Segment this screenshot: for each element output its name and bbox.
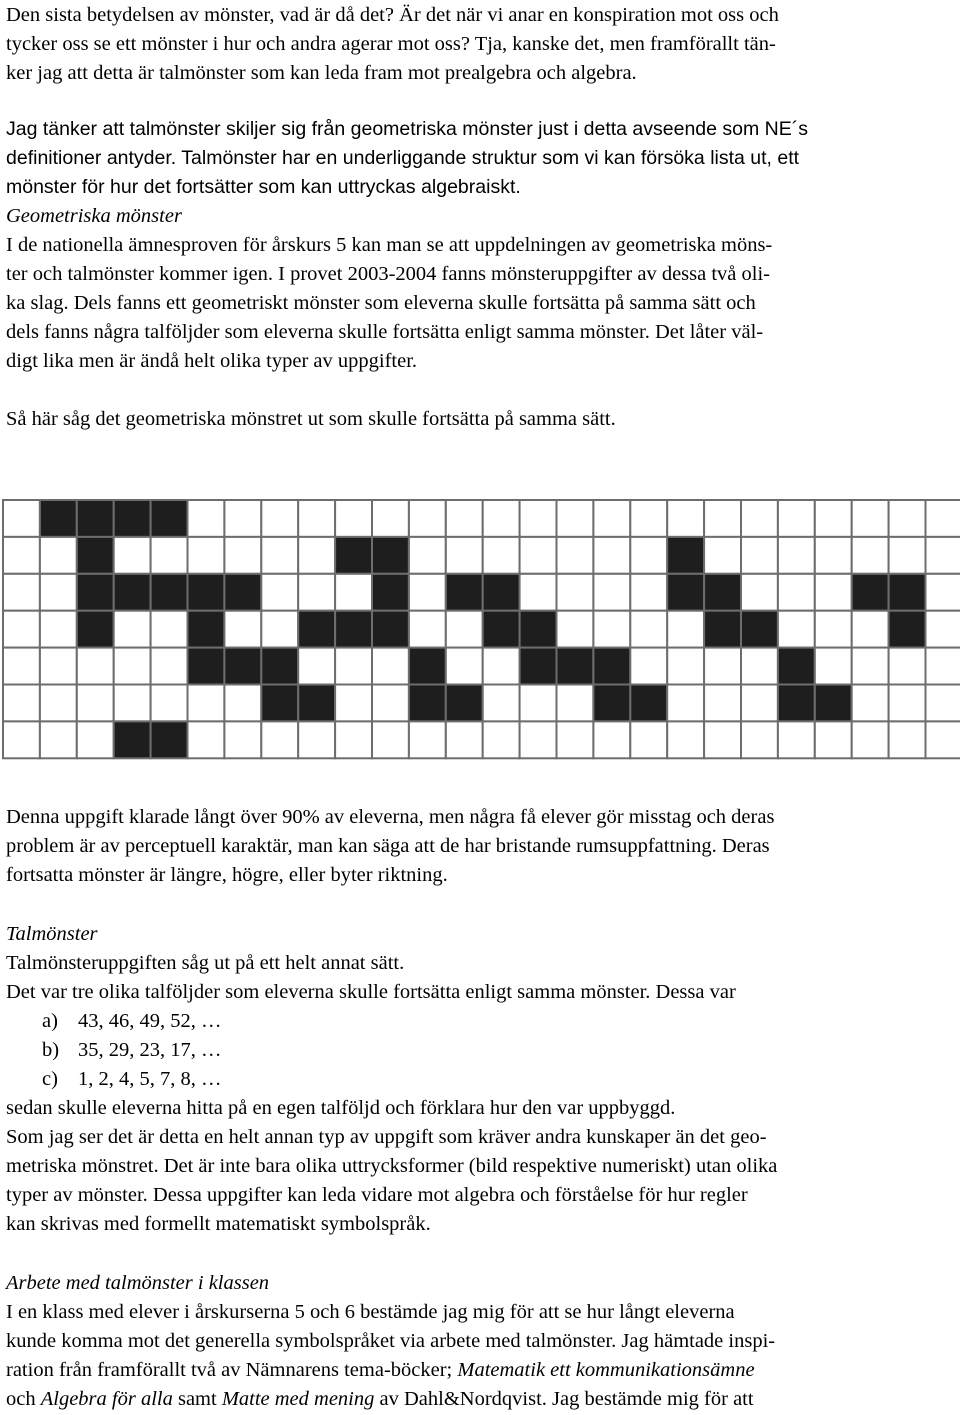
empty-cell xyxy=(40,574,77,611)
empty-cell xyxy=(593,537,630,574)
empty-cell xyxy=(3,611,40,648)
empty-cell xyxy=(704,537,741,574)
empty-cell xyxy=(335,648,372,685)
text-line: kan skrivas med formellt matematiskt symbolspråk. xyxy=(6,1213,431,1235)
empty-cell xyxy=(298,721,335,758)
empty-cell xyxy=(446,537,483,574)
filled-cell xyxy=(889,574,926,611)
paragraph-meaning-of-patterns xyxy=(6,1,954,88)
empty-cell xyxy=(630,537,667,574)
empty-cell xyxy=(77,721,114,758)
empty-cell xyxy=(889,500,926,537)
text-line: ter och talmönster kommer igen. I provet 2003-2004 fanns mönsteruppgifter av dessa två oli- xyxy=(6,263,770,285)
empty-cell xyxy=(3,537,40,574)
empty-cell xyxy=(40,648,77,685)
filled-cell xyxy=(704,574,741,611)
filled-cell xyxy=(704,611,741,648)
empty-cell xyxy=(372,721,409,758)
empty-cell xyxy=(261,574,298,611)
list-label: b) xyxy=(42,1039,60,1061)
text-line: sedan skulle eleverna hitta på en egen talföljd och förklara hur den var uppbyggd. xyxy=(6,1097,676,1119)
text-line: typer av mönster. Dessa uppgifter kan leda vidare mot algebra och förståelse för hur regler xyxy=(6,1184,748,1206)
empty-cell xyxy=(114,648,151,685)
empty-cell xyxy=(372,500,409,537)
empty-cell xyxy=(741,537,778,574)
empty-cell xyxy=(483,685,520,722)
empty-cell xyxy=(224,537,261,574)
empty-cell xyxy=(889,721,926,758)
empty-cell xyxy=(704,685,741,722)
empty-cell xyxy=(520,685,557,722)
empty-cell xyxy=(852,648,889,685)
empty-cell xyxy=(224,500,261,537)
empty-cell xyxy=(630,648,667,685)
empty-cell xyxy=(593,574,630,611)
empty-cell xyxy=(224,721,261,758)
section-heading-geometric: Geometriska mönster xyxy=(6,205,182,227)
filled-cell xyxy=(298,611,335,648)
filled-cell xyxy=(77,537,114,574)
empty-cell xyxy=(372,648,409,685)
empty-cell xyxy=(188,721,225,758)
section-geometric-patterns xyxy=(6,202,954,376)
text-line: dels fanns några talföljder som eleverna skulle fortsätta enligt samma mönster. Det låter väl- xyxy=(6,321,764,343)
empty-cell xyxy=(557,685,594,722)
empty-cell xyxy=(704,500,741,537)
empty-cell xyxy=(889,648,926,685)
empty-cell xyxy=(483,721,520,758)
empty-cell xyxy=(704,648,741,685)
text-line xyxy=(6,1356,954,1385)
empty-cell xyxy=(151,685,188,722)
geometric-pattern-grid-image xyxy=(0,492,960,772)
empty-cell xyxy=(593,611,630,648)
empty-cell xyxy=(409,721,446,758)
section-number-patterns xyxy=(6,920,954,1239)
empty-cell xyxy=(852,611,889,648)
filled-cell xyxy=(188,611,225,648)
empty-cell xyxy=(151,537,188,574)
empty-cell xyxy=(446,500,483,537)
filled-cell xyxy=(335,537,372,574)
filled-cell xyxy=(815,685,852,722)
empty-cell xyxy=(778,500,815,537)
filled-cell xyxy=(446,574,483,611)
empty-cell xyxy=(409,574,446,611)
book-title: Matematik ett kommunikationsämne xyxy=(457,1359,755,1381)
empty-cell xyxy=(889,537,926,574)
empty-cell xyxy=(335,574,372,611)
empty-cell xyxy=(261,500,298,537)
empty-cell xyxy=(926,537,960,574)
empty-cell xyxy=(926,500,960,537)
text-line: Det var tre olika talföljder som eleverna skulle fortsätta enligt samma mönster. Dessa var xyxy=(6,981,736,1003)
empty-cell xyxy=(520,537,557,574)
empty-cell xyxy=(557,500,594,537)
empty-cell xyxy=(593,721,630,758)
empty-cell xyxy=(926,648,960,685)
text-line: ker jag att detta är talmönster som kan leda fram mot prealgebra och algebra. xyxy=(6,62,637,84)
sequence-item-a xyxy=(6,1007,954,1036)
empty-cell xyxy=(778,574,815,611)
filled-cell xyxy=(741,611,778,648)
sequence-text: 1, 2, 4, 5, 7, 8, … xyxy=(78,1068,222,1090)
empty-cell xyxy=(261,721,298,758)
filled-cell xyxy=(77,500,114,537)
text-fragment: ration från framförallt två av Nämnarens tema-böcker; xyxy=(6,1359,458,1381)
text-line: tycker oss se ett mönster i hur och andra agerar mot oss? Tja, kanske det, men framförallt tän- xyxy=(6,33,776,55)
text-line: problem är av perceptuell karaktär, man kan säga att de har bristande rumsuppfattning. Deras xyxy=(6,835,770,857)
empty-cell xyxy=(889,685,926,722)
filled-cell xyxy=(667,537,704,574)
filled-cell xyxy=(224,574,261,611)
empty-cell xyxy=(557,537,594,574)
empty-cell xyxy=(630,611,667,648)
section-class-work xyxy=(6,1269,954,1414)
empty-cell xyxy=(741,648,778,685)
empty-cell xyxy=(151,611,188,648)
empty-cell xyxy=(520,574,557,611)
filled-cell xyxy=(114,721,151,758)
empty-cell xyxy=(188,537,225,574)
filled-cell xyxy=(520,611,557,648)
empty-cell xyxy=(3,721,40,758)
filled-cell xyxy=(188,574,225,611)
empty-cell xyxy=(3,574,40,611)
sequence-item-c xyxy=(6,1065,954,1094)
empty-cell xyxy=(852,537,889,574)
filled-cell xyxy=(409,685,446,722)
empty-cell xyxy=(3,648,40,685)
empty-cell xyxy=(372,685,409,722)
text-line: fortsatta mönster är längre, högre, eller byter riktning. xyxy=(6,864,448,886)
filled-cell xyxy=(77,574,114,611)
filled-cell xyxy=(778,648,815,685)
text-line: Jag tänker att talmönster skiljer sig från geometriska mönster just i detta avseende som NE´s xyxy=(6,118,809,140)
filled-cell xyxy=(335,611,372,648)
text-line: ka slag. Dels fanns ett geometriskt mönster som eleverna skulle fortsätta på samma sätt och xyxy=(6,292,756,314)
empty-cell xyxy=(667,721,704,758)
text-fragment: av Dahl&Nordqvist. Jag bestämde mig för att xyxy=(374,1388,754,1410)
text-line xyxy=(6,1385,954,1414)
sequence-text: 35, 29, 23, 17, … xyxy=(78,1039,222,1061)
filled-cell xyxy=(409,648,446,685)
filled-cell xyxy=(114,574,151,611)
empty-cell xyxy=(77,648,114,685)
empty-cell xyxy=(483,537,520,574)
filled-cell xyxy=(889,611,926,648)
text-line xyxy=(6,144,954,173)
text-line: digt lika men är ändå helt olika typer av uppgifter. xyxy=(6,350,418,372)
sequence-text: 43, 46, 49, 52, … xyxy=(78,1010,222,1032)
empty-cell xyxy=(224,685,261,722)
empty-cell xyxy=(557,611,594,648)
list-label: c) xyxy=(42,1068,58,1090)
empty-cell xyxy=(114,685,151,722)
paragraph-results xyxy=(6,803,954,890)
empty-cell xyxy=(446,611,483,648)
empty-cell xyxy=(667,685,704,722)
empty-cell xyxy=(926,574,960,611)
text-line: Talmönsteruppgiften såg ut på ett helt annat sätt. xyxy=(6,952,405,974)
text-line: Denna uppgift klarade långt över 90% av eleverna, men några få elever gör misstag och deras xyxy=(6,806,775,828)
empty-cell xyxy=(446,648,483,685)
empty-cell xyxy=(704,721,741,758)
geometric-pattern-intro xyxy=(6,405,954,434)
filled-cell xyxy=(483,574,520,611)
empty-cell xyxy=(852,685,889,722)
sequence-item-b xyxy=(6,1036,954,1065)
empty-cell xyxy=(815,611,852,648)
filled-cell xyxy=(852,574,889,611)
filled-cell xyxy=(151,721,188,758)
section-heading-class-work: Arbete med talmönster i klassen xyxy=(6,1272,270,1294)
empty-cell xyxy=(335,685,372,722)
empty-cell xyxy=(188,500,225,537)
filled-cell xyxy=(778,685,815,722)
pattern-grid xyxy=(0,492,960,772)
empty-cell xyxy=(446,721,483,758)
empty-cell xyxy=(630,574,667,611)
empty-cell xyxy=(298,574,335,611)
empty-cell xyxy=(815,537,852,574)
empty-cell xyxy=(77,685,114,722)
filled-cell xyxy=(557,648,594,685)
text-line: Som jag ser det är detta en helt annan typ av uppgift som kräver andra kunskaper än det geo- xyxy=(6,1126,767,1148)
filled-cell xyxy=(261,685,298,722)
empty-cell xyxy=(298,500,335,537)
empty-cell xyxy=(40,721,77,758)
filled-cell xyxy=(188,648,225,685)
empty-cell xyxy=(114,611,151,648)
empty-cell xyxy=(40,537,77,574)
text-line: kunde komma mot det generella symbolspråket via arbete med talmönster. Jag hämtade inspi- xyxy=(6,1330,776,1352)
empty-cell xyxy=(852,721,889,758)
book-title: Algebra för alla xyxy=(40,1388,173,1410)
empty-cell xyxy=(593,500,630,537)
text-line: metriska mönstret. Det är inte bara olika uttrycksformer (bild respektive numeriskt) utan olika xyxy=(6,1155,778,1177)
empty-cell xyxy=(261,537,298,574)
list-label: a) xyxy=(42,1010,58,1032)
empty-cell xyxy=(667,648,704,685)
filled-cell xyxy=(298,685,335,722)
text-fragment: Talmönster har en underliggande struktur som vi kan försöka lista ut, ett xyxy=(176,147,800,169)
empty-cell xyxy=(667,611,704,648)
book-title: Matte med mening xyxy=(221,1388,375,1410)
text-line: I de nationella ämnesproven för årskurs 5 kan man se att uppdelningen av geometriska möns- xyxy=(6,234,773,256)
filled-cell xyxy=(372,537,409,574)
empty-cell xyxy=(114,537,151,574)
filled-cell xyxy=(372,611,409,648)
filled-cell xyxy=(593,685,630,722)
empty-cell xyxy=(409,537,446,574)
text-line: Så här såg det geometriska mönstret ut som skulle fortsätta på samma sätt. xyxy=(6,408,616,430)
filled-cell xyxy=(372,574,409,611)
empty-cell xyxy=(815,574,852,611)
filled-cell xyxy=(40,500,77,537)
empty-cell xyxy=(741,500,778,537)
filled-cell xyxy=(630,685,667,722)
empty-cell xyxy=(557,721,594,758)
empty-cell xyxy=(40,611,77,648)
empty-cell xyxy=(778,611,815,648)
empty-cell xyxy=(667,500,704,537)
empty-cell xyxy=(741,574,778,611)
filled-cell xyxy=(224,648,261,685)
paragraph-number-vs-geometric xyxy=(6,115,954,202)
text-fragment: samt xyxy=(172,1388,222,1410)
empty-cell xyxy=(741,685,778,722)
empty-cell xyxy=(557,574,594,611)
empty-cell xyxy=(409,611,446,648)
empty-cell xyxy=(40,685,77,722)
empty-cell xyxy=(852,500,889,537)
empty-cell xyxy=(630,500,667,537)
empty-cell xyxy=(926,721,960,758)
section-heading-number-patterns: Talmönster xyxy=(6,923,98,945)
empty-cell xyxy=(409,500,446,537)
filled-cell xyxy=(483,611,520,648)
text-line: Den sista betydelsen av mönster, vad är då det? Är det när vi anar en konspiration mot oss och xyxy=(6,4,779,26)
empty-cell xyxy=(520,721,557,758)
empty-cell xyxy=(630,721,667,758)
empty-cell xyxy=(151,648,188,685)
empty-cell xyxy=(298,537,335,574)
empty-cell xyxy=(483,648,520,685)
empty-cell xyxy=(815,500,852,537)
text-line: mönster för hur det fortsätter som kan uttryckas algebraiskt. xyxy=(6,176,521,198)
text-line: I en klass med elever i årskurserna 5 och 6 bestämde jag mig för att se hur långt eleverna xyxy=(6,1301,735,1323)
text-fragment: definitioner antyder. xyxy=(6,147,177,169)
empty-cell xyxy=(483,500,520,537)
filled-cell xyxy=(77,611,114,648)
empty-cell xyxy=(520,500,557,537)
empty-cell xyxy=(335,721,372,758)
empty-cell xyxy=(261,611,298,648)
empty-cell xyxy=(3,500,40,537)
filled-cell xyxy=(520,648,557,685)
filled-cell xyxy=(667,574,704,611)
filled-cell xyxy=(114,500,151,537)
empty-cell xyxy=(224,611,261,648)
empty-cell xyxy=(741,721,778,758)
empty-cell xyxy=(188,685,225,722)
text-fragment: och xyxy=(6,1388,41,1410)
filled-cell xyxy=(446,685,483,722)
empty-cell xyxy=(926,611,960,648)
filled-cell xyxy=(261,648,298,685)
empty-cell xyxy=(778,537,815,574)
empty-cell xyxy=(815,648,852,685)
empty-cell xyxy=(926,685,960,722)
empty-cell xyxy=(335,500,372,537)
filled-cell xyxy=(151,574,188,611)
empty-cell xyxy=(3,685,40,722)
empty-cell xyxy=(298,648,335,685)
empty-cell xyxy=(815,721,852,758)
empty-cell xyxy=(778,721,815,758)
filled-cell xyxy=(151,500,188,537)
filled-cell xyxy=(593,648,630,685)
